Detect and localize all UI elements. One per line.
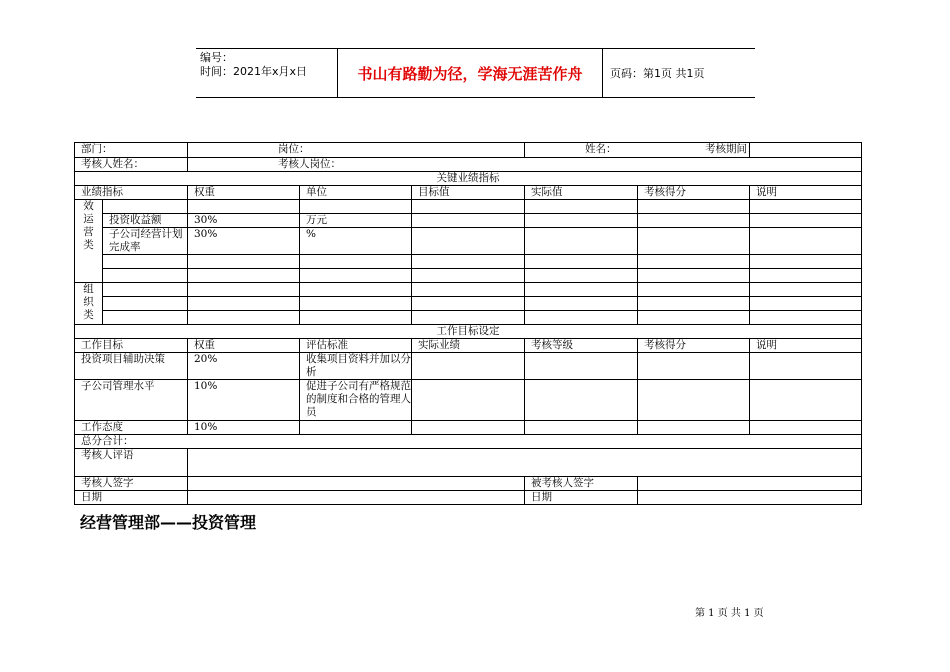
kpi-cell[interactable] <box>188 297 300 311</box>
goal-score-cell[interactable] <box>638 421 750 435</box>
kpi-cell[interactable] <box>525 311 638 325</box>
kpi-cell[interactable] <box>103 311 188 325</box>
table-row <box>75 353 862 380</box>
kpi-cell[interactable] <box>412 255 525 269</box>
kpi-cell[interactable] <box>103 269 188 283</box>
category-char: 织 <box>83 296 94 308</box>
goal-note-cell[interactable] <box>750 353 862 380</box>
goal-header-note: 说明 <box>750 339 862 353</box>
total-score-field[interactable]: 总分合计： <box>75 435 862 449</box>
assessor-comment-label: 考核人评语 <box>75 449 188 477</box>
assessor-position-field[interactable]: 考核人岗位： <box>188 158 862 172</box>
section-subtitle: 经营管理部——投资管理 <box>80 513 257 532</box>
goal-header-grade: 考核等级 <box>525 339 638 353</box>
period-label: 考核期间： <box>705 143 758 155</box>
category-char: 类 <box>83 239 94 251</box>
date-label-assessee: 日期 <box>525 491 638 505</box>
table-row <box>75 421 862 435</box>
kpi-cell[interactable] <box>750 255 862 269</box>
kpi-header-score: 考核得分 <box>638 186 750 200</box>
kpi-header-indicator: 业绩指标 <box>75 186 188 200</box>
time-label: 时间：2021年x月x日 <box>200 65 308 78</box>
kpi-header-target: 目标值 <box>412 186 525 200</box>
kpi-cell[interactable] <box>525 283 638 297</box>
kpi-cell[interactable] <box>188 311 300 325</box>
goal-note-cell[interactable] <box>750 421 862 435</box>
assessee-sign-label: 被考核人签字 <box>525 477 638 491</box>
kpi-cell[interactable] <box>103 283 188 297</box>
kpi-header-note: 说明 <box>750 186 862 200</box>
assessor-sign-label: 考核人签字 <box>75 477 188 491</box>
goal-weight: 20% <box>188 353 300 380</box>
kpi-indicator: 投资收益额 <box>103 214 188 228</box>
kpi-cell[interactable] <box>412 311 525 325</box>
goal-header-goal: 工作目标 <box>75 339 188 353</box>
kpi-score-cell[interactable] <box>638 228 750 255</box>
category-char: 营 <box>83 226 94 238</box>
kpi-weight: 30% <box>188 228 300 255</box>
name-field[interactable]: 姓名： <box>525 143 750 158</box>
table-row <box>75 228 862 255</box>
category-organization <box>75 283 103 325</box>
kpi-note-cell[interactable] <box>750 214 862 228</box>
kpi-cell[interactable] <box>188 283 300 297</box>
kpi-weight: 30% <box>188 214 300 228</box>
kpi-cell[interactable] <box>638 311 750 325</box>
kpi-cell[interactable] <box>638 269 750 283</box>
assessor-name-field[interactable]: 考核人姓名： <box>75 158 188 172</box>
goal-weight: 10% <box>188 380 300 421</box>
assessment-form <box>74 142 862 505</box>
kpi-cell[interactable] <box>525 297 638 311</box>
kpi-cell[interactable] <box>750 297 862 311</box>
kpi-cell[interactable] <box>300 269 412 283</box>
kpi-header-weight: 权重 <box>188 186 300 200</box>
kpi-header-unit: 单位 <box>300 186 412 200</box>
kpi-cell[interactable] <box>300 297 412 311</box>
goal-name: 工作态度 <box>75 421 188 435</box>
kpi-cell[interactable] <box>525 255 638 269</box>
kpi-cell[interactable] <box>103 200 188 214</box>
kpi-cell[interactable] <box>750 283 862 297</box>
kpi-cell[interactable] <box>103 255 188 269</box>
goal-standard: 收集项目资料并加以分析 <box>300 353 412 380</box>
goal-grade-cell[interactable] <box>525 421 638 435</box>
page-code: 页码：第1页 共1页 <box>610 67 705 80</box>
kpi-target-cell[interactable] <box>412 228 525 255</box>
kpi-target-cell[interactable] <box>412 214 525 228</box>
kpi-indicator: 子公司经营计划完成率 <box>103 228 188 255</box>
header-info <box>196 49 338 97</box>
kpi-cell[interactable] <box>525 269 638 283</box>
kpi-cell[interactable] <box>188 200 300 214</box>
goal-section-title: 工作目标设定 <box>75 325 862 339</box>
kpi-cell[interactable] <box>300 283 412 297</box>
table-row <box>75 214 862 228</box>
kpi-cell[interactable] <box>525 200 638 214</box>
kpi-cell[interactable] <box>300 255 412 269</box>
goal-score-cell[interactable] <box>638 353 750 380</box>
kpi-cell[interactable] <box>750 269 862 283</box>
kpi-cell[interactable] <box>188 255 300 269</box>
goal-actual-cell[interactable] <box>412 421 525 435</box>
kpi-cell[interactable] <box>750 311 862 325</box>
assessee-sign-field[interactable] <box>638 477 862 491</box>
kpi-cell[interactable] <box>412 200 525 214</box>
kpi-cell[interactable] <box>412 283 525 297</box>
category-operations <box>75 200 103 283</box>
category-char: 运 <box>83 213 94 225</box>
kpi-cell[interactable] <box>412 297 525 311</box>
kpi-note-cell[interactable] <box>750 228 862 255</box>
kpi-section-title: 关键业绩指标 <box>75 172 862 186</box>
goal-score-cell[interactable] <box>638 380 750 421</box>
kpi-score-cell[interactable] <box>638 214 750 228</box>
goal-header-score: 考核得分 <box>638 339 750 353</box>
goal-standard: 促进子公司有严格规范的制度和合格的管理人员 <box>300 380 412 421</box>
goal-name: 子公司管理水平 <box>75 380 188 421</box>
kpi-actual-cell[interactable] <box>525 228 638 255</box>
kpi-cell[interactable] <box>300 311 412 325</box>
goal-header-actual: 实际业绩 <box>412 339 525 353</box>
goal-actual-cell[interactable] <box>412 353 525 380</box>
kpi-cell[interactable] <box>188 269 300 283</box>
period-field[interactable] <box>705 143 862 158</box>
page-header <box>196 48 755 98</box>
kpi-unit: 万元 <box>300 214 412 228</box>
assessor-comment-field[interactable] <box>188 449 862 477</box>
date-field-assessor[interactable] <box>188 491 525 505</box>
category-char: 类 <box>83 309 94 321</box>
department-field[interactable]: 部门： <box>75 143 188 158</box>
kpi-cell[interactable] <box>638 255 750 269</box>
position-field[interactable]: 岗位： <box>188 143 525 158</box>
category-char: 组 <box>83 283 94 295</box>
kpi-unit: % <box>300 228 412 255</box>
goal-grade-cell[interactable] <box>525 353 638 380</box>
kpi-cell[interactable] <box>300 200 412 214</box>
goal-name: 投资项目辅助决策 <box>75 353 188 380</box>
kpi-cell[interactable] <box>103 297 188 311</box>
goal-header-standard: 评估标准 <box>300 339 412 353</box>
goal-grade-cell[interactable] <box>525 380 638 421</box>
number-label: 编号： <box>200 51 233 64</box>
motto: 书山有路勤为径，学海无涯苦作舟 <box>338 49 603 97</box>
goal-standard <box>300 421 412 435</box>
table-row <box>75 380 862 421</box>
kpi-cell[interactable] <box>638 297 750 311</box>
kpi-header-actual: 实际值 <box>525 186 638 200</box>
goal-note-cell[interactable] <box>750 380 862 421</box>
date-field-assessee[interactable] <box>638 491 862 505</box>
goal-weight: 10% <box>188 421 300 435</box>
kpi-cell[interactable] <box>412 269 525 283</box>
page-footer: 第 1 页 共 1 页 <box>695 608 764 619</box>
goal-actual-cell[interactable] <box>412 380 525 421</box>
date-label-assessor: 日期 <box>75 491 188 505</box>
category-char: 效 <box>83 200 94 212</box>
kpi-actual-cell[interactable] <box>525 214 638 228</box>
kpi-cell[interactable] <box>638 200 750 214</box>
kpi-cell[interactable] <box>750 200 862 214</box>
kpi-cell[interactable] <box>638 283 750 297</box>
assessor-sign-field[interactable] <box>188 477 525 491</box>
goal-header-weight: 权重 <box>188 339 300 353</box>
